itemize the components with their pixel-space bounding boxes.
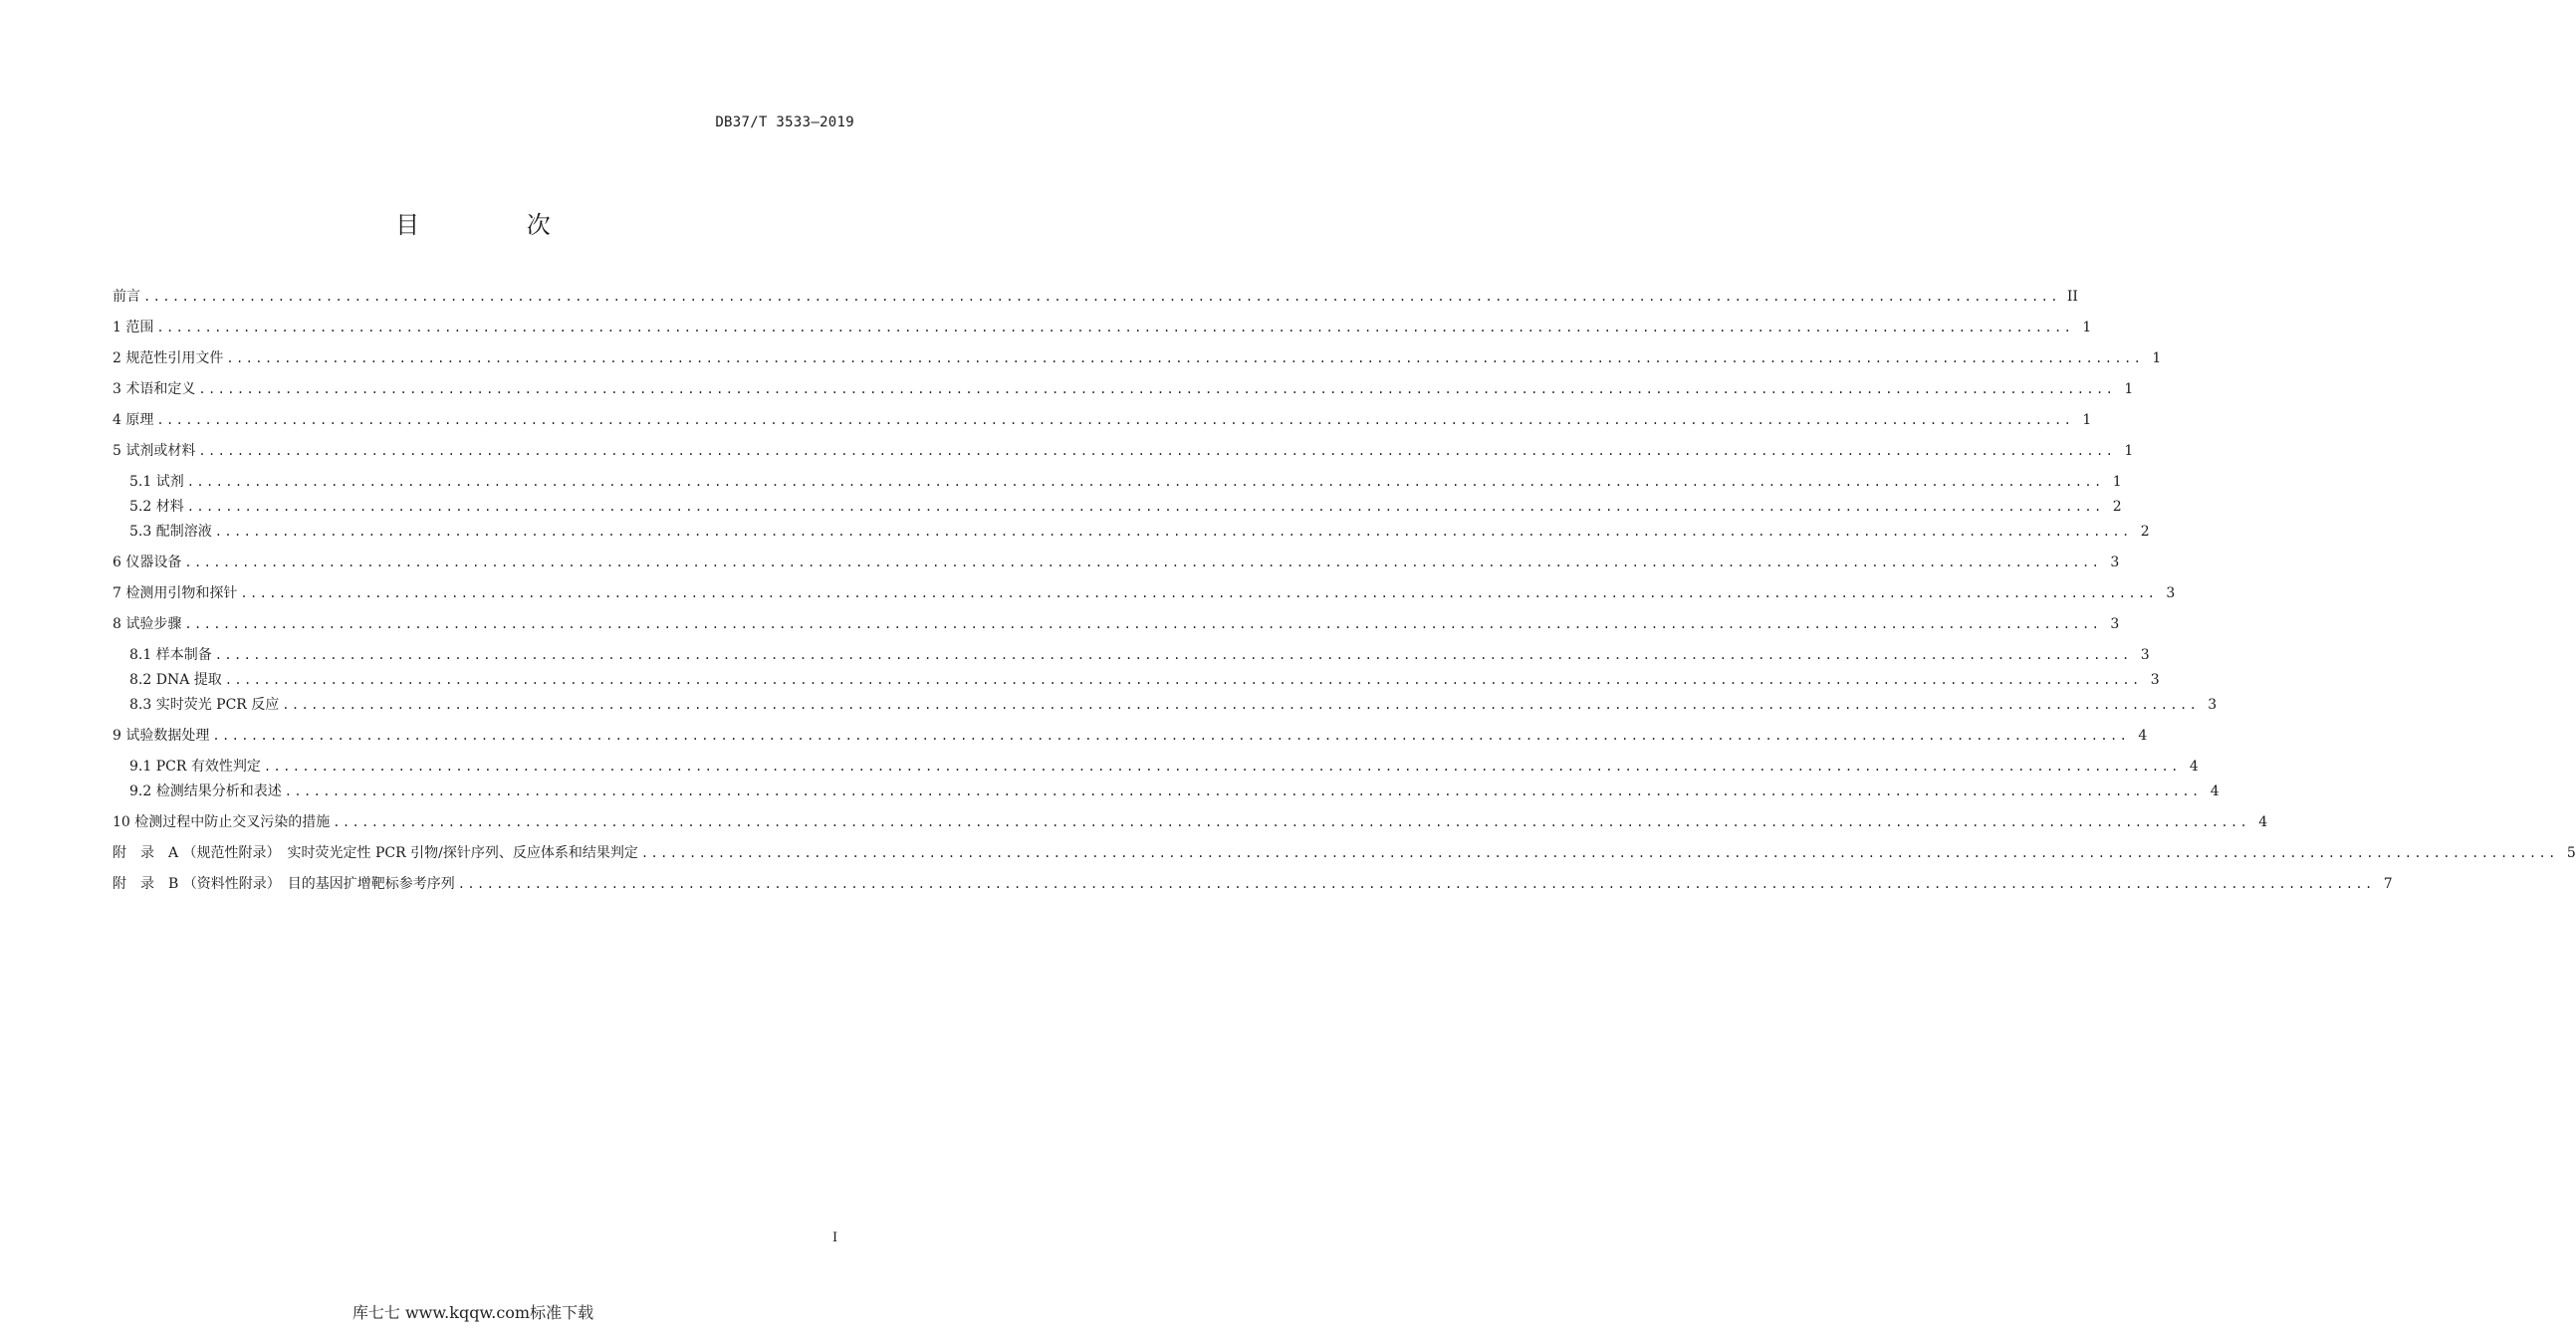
- toc-entry-page: 7: [2383, 876, 2393, 892]
- toc-leader-dots: ........................................................................................................................................................................................................: [156, 413, 2074, 427]
- toc-leader-dots: ........................................................................................................................................................................................................: [282, 698, 2200, 712]
- toc-entry[interactable]: [113, 692, 2218, 714]
- toc-entry-label: 8.2 DNA 提取: [129, 672, 222, 688]
- toc-leader-dots: ........................................................................................................................................................................................................: [184, 617, 2102, 631]
- page-title: 目 次: [395, 211, 600, 239]
- toc-leader-dots: ........................................................................................................................................................................................................: [240, 586, 2158, 600]
- toc-entry-label: 前言: [113, 289, 140, 305]
- toc-leader-dots: ........................................................................................................................................................................................................: [457, 877, 2375, 891]
- toc-entry-page: 3: [2110, 555, 2120, 570]
- toc-entry-page: 5: [2566, 845, 2576, 861]
- toc-entry-page: 4: [2189, 759, 2199, 775]
- toc-leader-dots: ........................................................................................................................................................................................................: [184, 556, 2102, 569]
- toc-entry-label: 9.2 检测结果分析和表述: [129, 783, 282, 799]
- toc-entry[interactable]: [113, 345, 2162, 367]
- toc-entry-label: 8.1 样本制备: [129, 647, 212, 663]
- toc-leader-dots: ........................................................................................................................................................................................................: [214, 648, 2132, 662]
- page-number: I: [832, 1230, 838, 1245]
- toc-leader-dots: ........................................................................................................................................................................................................: [198, 444, 2116, 458]
- toc-entry[interactable]: [113, 667, 2160, 689]
- toc-entry-label: 4 原理: [113, 412, 154, 428]
- toc-entry-page: 1: [2082, 412, 2092, 428]
- toc-entry[interactable]: [113, 871, 2393, 893]
- toc-leader-dots: ........................................................................................................................................................................................................: [198, 382, 2116, 396]
- toc-entry-page: 2: [2140, 524, 2150, 540]
- toc-entry-page: 1: [2112, 474, 2122, 490]
- toc-entry-label: 3 术语和定义: [113, 381, 196, 397]
- toc-entry-label: 5.2 材料: [129, 499, 184, 515]
- toc-entry[interactable]: [113, 519, 2150, 541]
- toc-entry[interactable]: [113, 580, 2176, 602]
- toc-entry[interactable]: [113, 611, 2120, 633]
- toc-leader-dots: ........................................................................................................................................................................................................: [214, 525, 2132, 539]
- toc-entry[interactable]: [113, 840, 2576, 862]
- toc-entry[interactable]: [113, 642, 2150, 664]
- toc-leader-dots: ........................................................................................................................................................................................................: [640, 846, 2558, 860]
- toc-entry-label: 1 范围: [113, 320, 154, 335]
- toc-entry-label: 10 检测过程中防止交叉污染的措施: [113, 814, 331, 830]
- toc-leader-dots: ........................................................................................................................................................................................................: [186, 500, 2104, 514]
- toc-leader-dots: ........................................................................................................................................................................................................: [156, 321, 2074, 334]
- toc-entry[interactable]: [113, 407, 2092, 429]
- toc-entry-page: 3: [2208, 697, 2218, 713]
- toc-entry-label: 8.3 实时荧光 PCR 反应: [129, 697, 280, 713]
- toc-entry[interactable]: [113, 284, 2078, 306]
- toc-entry-page: 3: [2140, 647, 2150, 663]
- toc-entry-label: 8 试验步骤: [113, 616, 182, 632]
- toc-leader-dots: ........................................................................................................................................................................................................: [284, 784, 2202, 798]
- toc-entry-page: 4: [2258, 814, 2268, 830]
- toc-leader-dots: ........................................................................................................................................................................................................: [143, 290, 2060, 304]
- toc-leader-dots: ........................................................................................................................................................................................................: [226, 351, 2144, 365]
- toc-entry[interactable]: [113, 809, 2268, 831]
- toc-entry[interactable]: [113, 550, 2120, 571]
- toc-entry-label: 5.1 试剂: [129, 474, 184, 490]
- toc-entry[interactable]: [113, 494, 2122, 516]
- toc-entry[interactable]: [113, 438, 2134, 460]
- toc-entry-page: 3: [2110, 616, 2120, 632]
- toc-entry[interactable]: [113, 779, 2220, 800]
- toc-leader-dots: ........................................................................................................................................................................................................: [186, 475, 2104, 489]
- toc-entry[interactable]: [113, 723, 2148, 745]
- toc-leader-dots: ........................................................................................................................................................................................................: [333, 815, 2250, 829]
- toc-entry-label: 附 录 A （规范性附录） 实时荧光定性 PCR 引物/探针序列、反应体系和结果判定: [113, 845, 638, 861]
- toc-entry[interactable]: [113, 376, 2134, 398]
- toc-entry-label: 9 试验数据处理: [113, 728, 210, 744]
- toc-leader-dots: ........................................................................................................................................................................................................: [263, 760, 2181, 774]
- toc-entry-page: 1: [2124, 381, 2134, 397]
- toc-entry-label: 6 仪器设备: [113, 555, 182, 570]
- toc-leader-dots: ........................................................................................................................................................................................................: [224, 673, 2142, 687]
- toc-entry-page: 4: [2210, 783, 2220, 799]
- toc-entry-page: 2: [2112, 499, 2122, 515]
- toc-entry-label: 9.1 PCR 有效性判定: [129, 759, 261, 775]
- toc-entry-label: 附 录 B （资料性附录） 目的基因扩增靶标参考序列: [113, 876, 455, 892]
- standard-code: DB37/T 3533—2019: [715, 114, 854, 130]
- toc-entry[interactable]: [113, 315, 2092, 336]
- toc-entry-page: 1: [2152, 350, 2162, 366]
- toc-entry-page: 4: [2138, 728, 2148, 744]
- toc-entry-page: II: [2066, 289, 2078, 305]
- toc-leader-dots: ........................................................................................................................................................................................................: [212, 729, 2130, 743]
- toc-entry-page: 3: [2150, 672, 2160, 688]
- toc-entry-label: 2 规范性引用文件: [113, 350, 224, 366]
- toc-entry-label: 5 试剂或材料: [113, 443, 196, 459]
- toc-entry-label: 5.3 配制溶液: [129, 524, 212, 540]
- toc-entry[interactable]: [113, 754, 2199, 776]
- toc-entry-page: 1: [2124, 443, 2134, 459]
- toc-entry[interactable]: [113, 469, 2122, 491]
- watermark: 库七七 www.kqqw.com标准下载: [351, 1303, 594, 1322]
- toc-entry-page: 3: [2166, 585, 2176, 601]
- toc-entry-label: 7 检测用引物和探针: [113, 585, 238, 601]
- toc-entry-page: 1: [2082, 320, 2092, 335]
